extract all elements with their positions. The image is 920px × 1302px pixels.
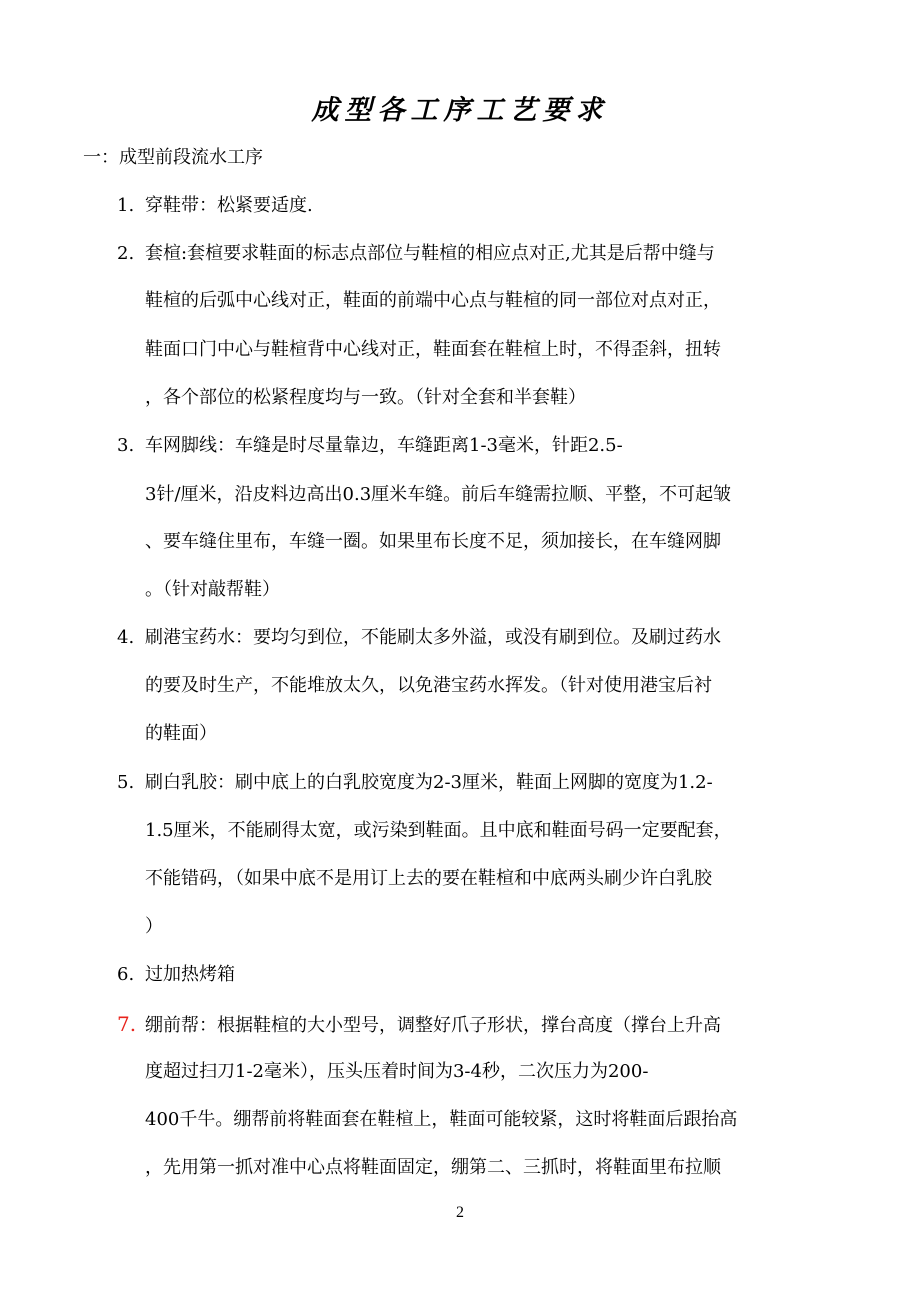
item-text: 3针/厘米，沿皮料边高出0.3厘米车缝。前后车缝需拉顺、平整，不可起皱 xyxy=(145,484,732,505)
item-text: 鞋楦的后弧中心线对正，鞋面的前端中心点与鞋楦的同一部位对点对正， xyxy=(145,290,721,311)
item-number: 6. xyxy=(117,964,135,985)
item-text: 400千牛。绷帮前将鞋面套在鞋楦上，鞋面可能较紧，这时将鞋面后跟抬高 xyxy=(145,1109,738,1130)
item-text: 车网脚线：车缝是时尽量靠边，车缝距离1-3毫米，针距2.5- xyxy=(145,435,623,456)
item-text: 不能错码，（如果中底不是用订上去的要在鞋楦和中底两头刷少许白乳胶 xyxy=(145,868,712,889)
item-text: ，各个部位的松紧程度均与一致。（针对全套和半套鞋） xyxy=(145,387,586,408)
item-text: 的要及时生产，不能堆放太久，以免港宝药水挥发。（针对使用港宝后衬 xyxy=(145,675,712,696)
item-number: 3. xyxy=(117,435,135,456)
item-text: 刷白乳胶：刷中底上的白乳胶宽度为2-3厘米，鞋面上网脚的宽度为1.2- xyxy=(145,772,713,793)
item-number-highlighted: 7. xyxy=(117,1012,137,1036)
item-number: 4. xyxy=(117,627,135,648)
item-text: 1.5厘米，不能刷得太宽，或污染到鞋面。且中底和鞋面号码一定要配套， xyxy=(145,820,732,841)
item-number: 1. xyxy=(117,195,135,216)
item-text: 刷港宝药水：要均匀到位，不能刷太多外溢，或没有刷到位。及刷过药水 xyxy=(145,627,721,648)
item-text: 穿鞋带：松紧要适度. xyxy=(145,195,313,216)
item-number: 2. xyxy=(117,243,135,264)
section-heading: 一：成型前段流水工序 xyxy=(83,147,263,168)
item-text: ，先用第一抓对准中心点将鞋面固定，绷第二、三抓时，将鞋面里布拉顺 xyxy=(145,1157,721,1178)
page-number: 2 xyxy=(456,1204,464,1221)
item-text: 套楦:套楦要求鞋面的标志点部位与鞋楦的相应点对正,尤其是后帮中缝与 xyxy=(145,243,715,264)
item-text: 度超过扫刀1-2毫米），压头压着时间为3-4秒，二次压力为200- xyxy=(145,1061,649,1082)
item-text: 绷前帮：根据鞋楦的大小型号，调整好爪子形状，撑台高度（撑台上升高 xyxy=(145,1015,721,1036)
item-text: 、要车缝住里布，车缝一圈。如果里布长度不足，须加接长，在车缝网脚 xyxy=(145,531,721,552)
item-text: 。（针对敲帮鞋） xyxy=(145,579,280,600)
item-text: 的鞋面） xyxy=(145,723,217,744)
item-text: 鞋面口门中心与鞋楦背中心线对正，鞋面套在鞋楦上时，不得歪斜，扭转 xyxy=(145,339,721,360)
item-number: 5. xyxy=(117,772,135,793)
page-title: 成型各工序工艺要求 xyxy=(311,95,609,126)
item-text: 过加热烤箱 xyxy=(145,964,235,985)
item-text: ） xyxy=(145,916,163,937)
